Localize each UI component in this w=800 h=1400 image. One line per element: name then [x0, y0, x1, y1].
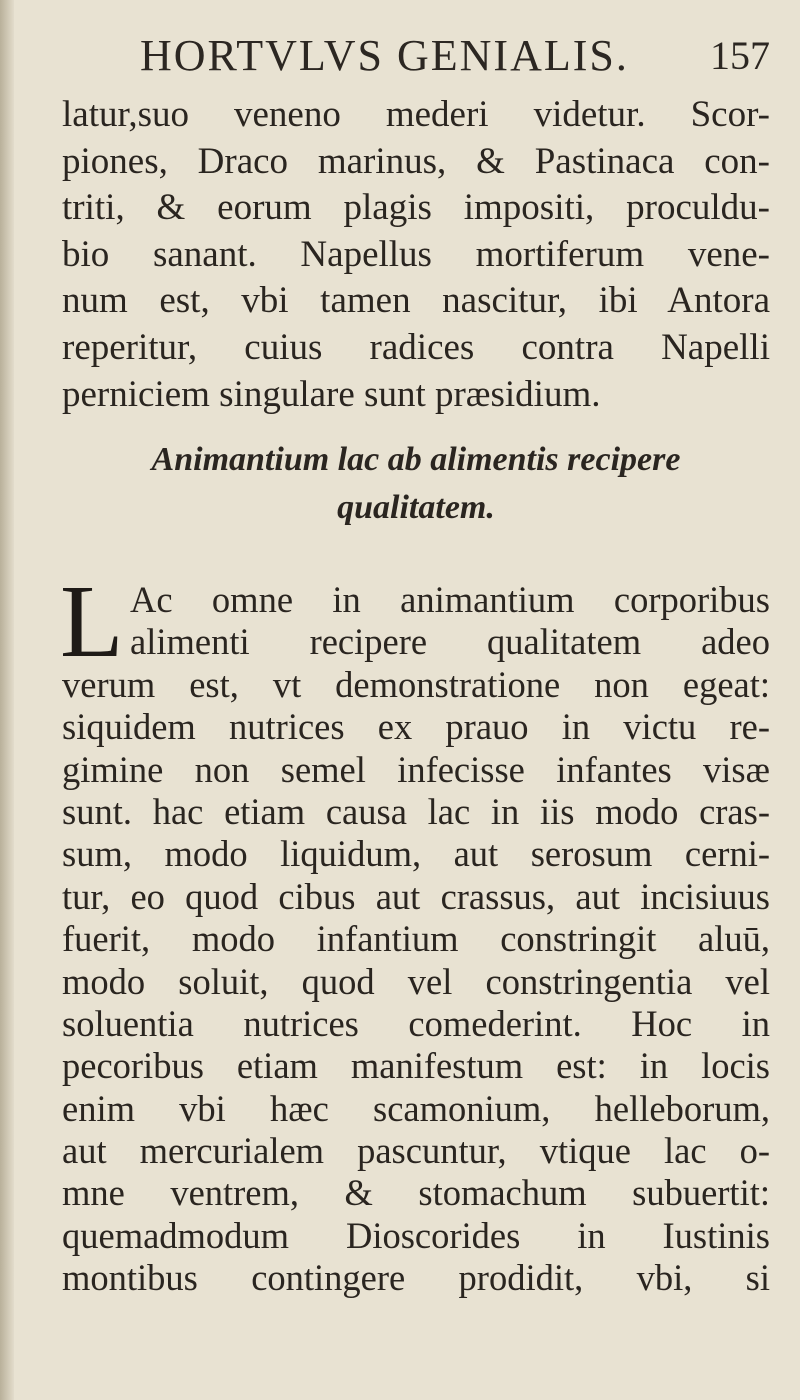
text-line: verum est, vt demonstratione non egeat: [62, 663, 770, 705]
text-line: modo soluit, quod vel constringentia vel [62, 960, 770, 1002]
text-line: aut mercurialem pascuntur, vtique lac o- [62, 1130, 770, 1172]
text-line: tur, eo quod cibus aut crassus, aut incisiuus [62, 875, 770, 917]
text-line: reperitur, cuius radices contra Napelli [62, 326, 770, 368]
text-line: Ac omne in animantium corporibus [130, 579, 770, 620]
text-line: gimine non semel infecisse infantes visæ [62, 748, 770, 790]
text-line: enim vbi hæc scamonium, helleborum, [62, 1087, 770, 1129]
section-heading [62, 436, 770, 532]
text-line: quemadmodum Dioscorides in Iustinis [62, 1214, 770, 1256]
text-line: perniciem singulare sunt præsidium. [62, 373, 601, 415]
drop-cap-initial: L [60, 564, 124, 679]
text-line: piones, Draco marinus, & Pastinaca con- [62, 140, 770, 182]
text-line: triti, & eorum plagis impositi, proculdu- [62, 187, 770, 229]
text-line: num est, vbi tamen nascitur, ibi Antora [62, 280, 770, 322]
text-line: latur,suo veneno mederi videtur. Scor- [62, 94, 770, 135]
running-head [140, 30, 770, 90]
section-heading-line: qualitatem. [337, 489, 495, 526]
text-line: bio sanant. Napellus mortiferum vene- [62, 233, 770, 275]
section-heading-line: Animantium lac ab alimentis recipere [151, 441, 681, 478]
page-number: 157 [710, 33, 770, 78]
text-line: siquidem nutrices ex prauo in victu re- [62, 706, 770, 748]
paragraph-2 [62, 579, 770, 1300]
running-title: HORTVLVS GENIALIS. [140, 31, 629, 80]
text-line: sum, modo liquidum, aut serosum cerni- [62, 833, 770, 875]
text-line: soluentia nutrices comederint. Hoc in [62, 1002, 770, 1044]
text-line: fuerit, modo infantium constringit aluū, [62, 918, 770, 960]
text-line: montibus contingere prodidit, vbi, si [62, 1257, 770, 1299]
paragraph-1 [62, 92, 770, 418]
text-line: mne ventrem, & stomachum subuertit: [62, 1172, 770, 1214]
text-line: pecoribus etiam manifestum est: in locis [62, 1045, 770, 1087]
text-line: sunt. hac etiam causa lac in iis modo cras- [62, 790, 770, 832]
text-line: alimenti recipere qualitatem adeo [130, 621, 770, 663]
